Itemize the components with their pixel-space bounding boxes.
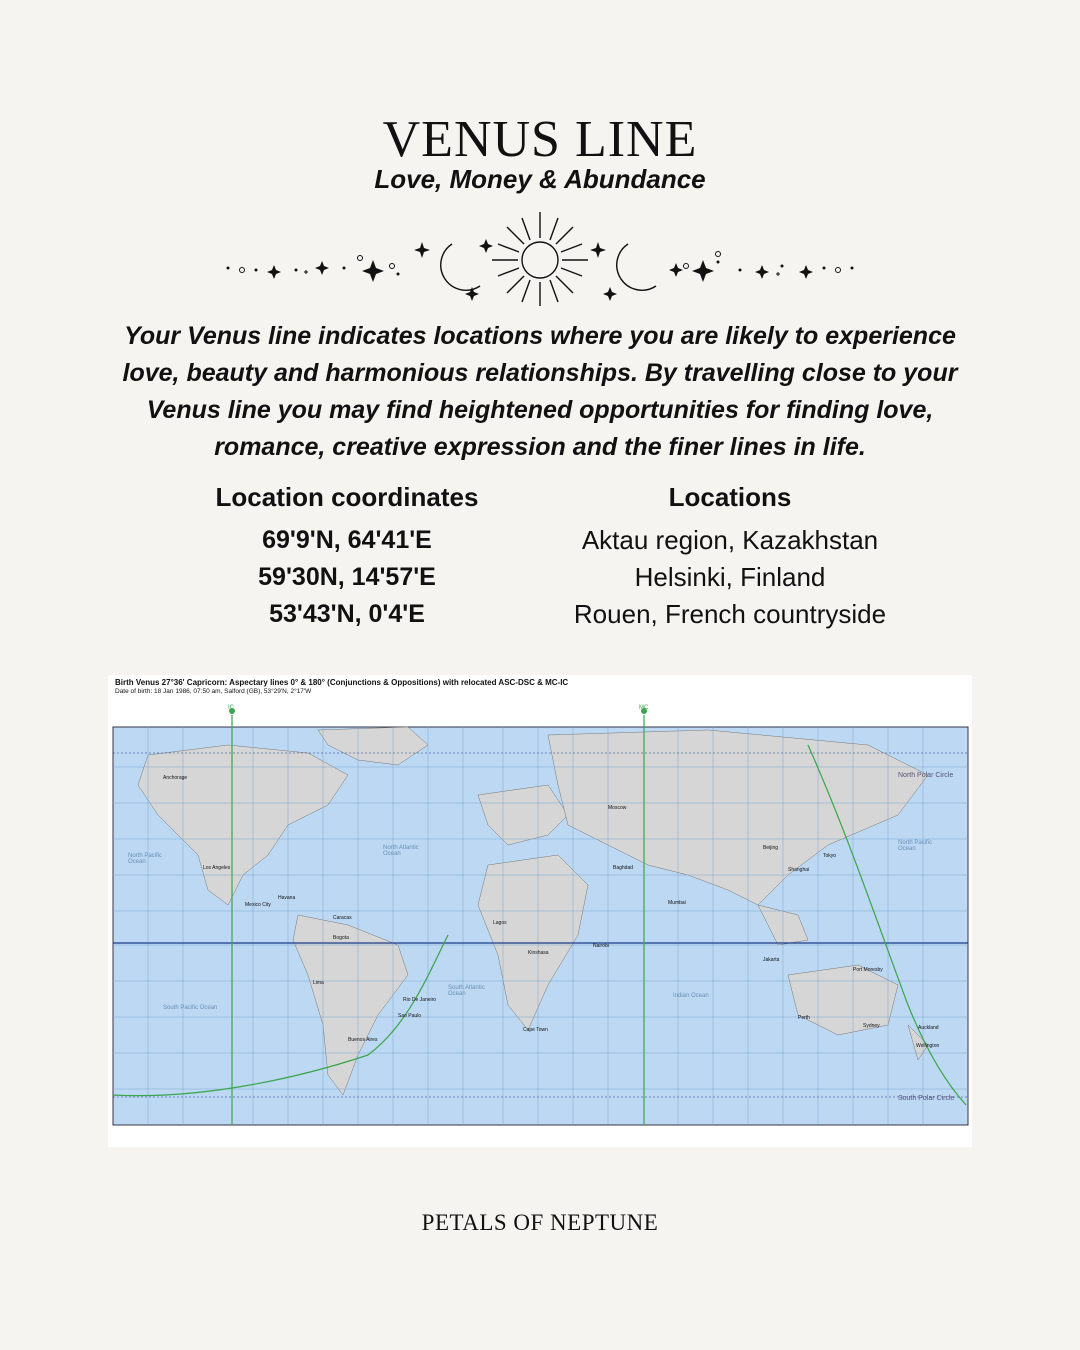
city-label: Cape Town xyxy=(523,1027,548,1033)
ocean-label: South Atlantic Ocean xyxy=(448,985,485,997)
city-label: Mexico City xyxy=(245,902,271,908)
ocean-label: Indian Ocean xyxy=(673,993,709,999)
city-label: Bogota xyxy=(333,935,349,941)
map-subcaption: Date of birth: 18 Jan 1986, 07:50 am, Salford (GB), 53°29'N, 2°17'W xyxy=(115,688,312,695)
city-label: Beijing xyxy=(763,845,779,851)
brand-footer: PETALS OF NEPTUNE xyxy=(421,1210,659,1235)
city-label: Lagos xyxy=(493,920,507,926)
page-title: VENUS LINE xyxy=(382,111,698,168)
city-label: Port Moresby xyxy=(853,967,883,973)
celestial-ornament-icon xyxy=(220,208,860,308)
city-label: Los Angeles xyxy=(203,865,231,871)
city-label: Tokyo xyxy=(823,853,837,859)
city-label: Lima xyxy=(313,980,324,986)
city-label: Mumbai xyxy=(668,900,686,906)
city-label: Auckland xyxy=(918,1025,939,1031)
city-label: Shanghai xyxy=(788,867,810,873)
coords-value: 59'30N, 14'57'E xyxy=(258,563,436,591)
coords-column xyxy=(197,522,497,633)
location-name: Aktau region, Kazakhstan xyxy=(581,525,879,555)
mc-label: MC xyxy=(639,705,649,711)
coords-heading: Location coordinates xyxy=(215,482,479,512)
astro-map xyxy=(108,675,972,1147)
ocean-label: North Pacific Ocean xyxy=(898,840,933,852)
north-polar-circle-label: North Polar Circle xyxy=(898,772,954,779)
city-label: Caracas xyxy=(333,915,352,921)
city-label: Sydney xyxy=(863,1023,880,1029)
city-label: Anchorage xyxy=(163,775,188,781)
page-subtitle: Love, Money & Abundance xyxy=(374,164,706,194)
world-map-image xyxy=(108,675,972,1147)
coords-value: 53'43'N, 0'4'E xyxy=(269,600,425,628)
city-label: Wellington xyxy=(916,1043,940,1049)
ocean-label: North Atlantic Ocean xyxy=(383,845,419,857)
locations-column xyxy=(555,522,905,633)
intro-paragraph: Your Venus line indicates locations where you are likely to experience love, beauty and harmonious relationships. By travelling close to your Venus line you may find heightened opportunities for finding love, romance, creative expression and the finer lines in life. xyxy=(122,322,958,461)
city-label: Rio De Janeiro xyxy=(403,997,437,1003)
map-caption: Birth Venus 27°36' Capricorn: Aspectary lines 0° & 180° (Conjunctions & Oppositions) with relocated ASC-DSC & MC-IC xyxy=(115,678,569,687)
city-label: Havana xyxy=(278,895,296,901)
city-label: Sao Paulo xyxy=(398,1013,422,1019)
city-label: Buenos Aires xyxy=(348,1037,378,1043)
city-label: Nairobi xyxy=(593,943,609,949)
ocean-label: North Pacific Ocean xyxy=(128,853,163,865)
city-label: Moscow xyxy=(608,805,627,811)
ic-label: IC xyxy=(228,705,234,711)
ocean-label: South Pacific Ocean xyxy=(163,1005,218,1011)
locations-heading: Locations xyxy=(668,482,792,512)
south-polar-circle-label: South Polar Circle xyxy=(898,1095,955,1102)
location-name: Helsinki, Finland xyxy=(634,562,826,592)
coords-value: 69'9'N, 64'41'E xyxy=(262,526,432,554)
city-label: Kinshasa xyxy=(528,950,549,956)
location-name: Rouen, French countryside xyxy=(573,599,887,629)
city-label: Jakarta xyxy=(763,957,780,963)
city-label: Perth xyxy=(798,1015,810,1021)
city-label: Baghdad xyxy=(613,865,634,871)
